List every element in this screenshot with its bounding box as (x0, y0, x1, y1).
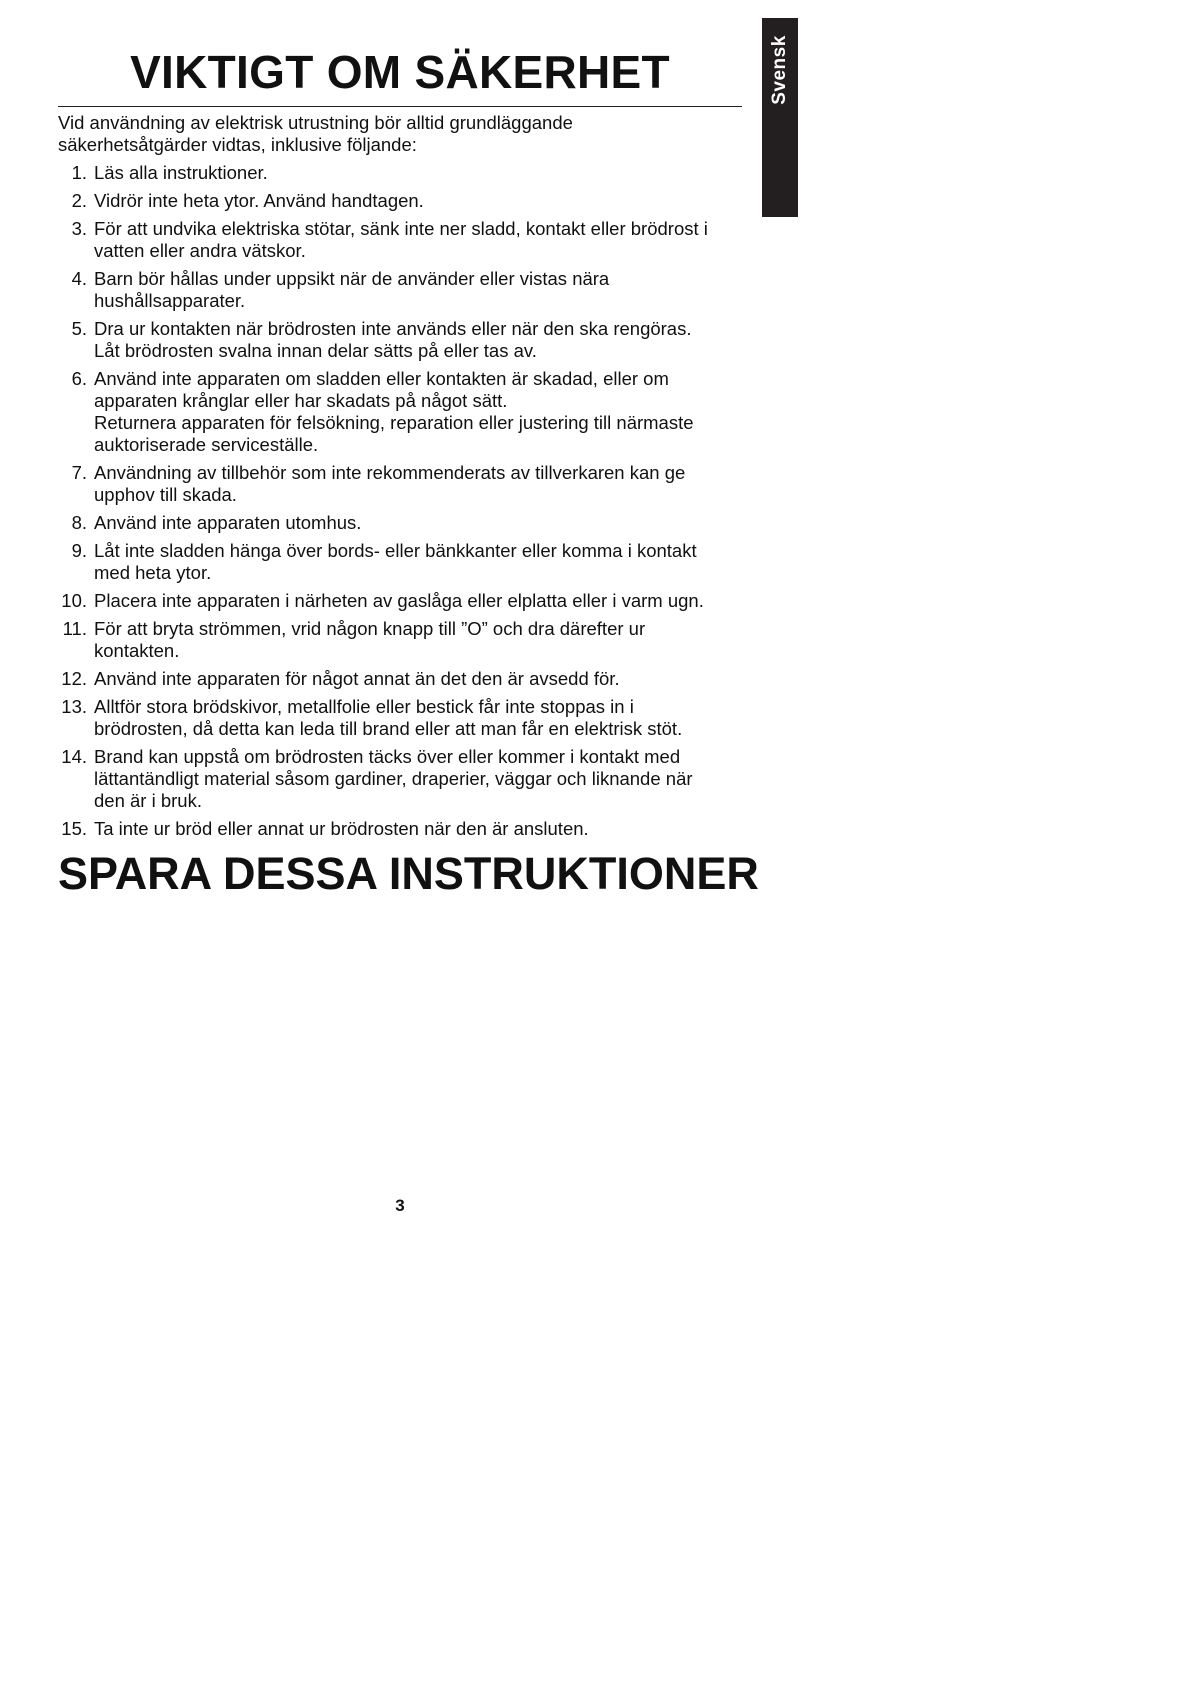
list-item (58, 318, 742, 362)
list-item-text: kontakten. (94, 640, 180, 661)
list-item-text: Returnera apparaten för felsökning, reparation eller justering till närmaste (94, 412, 694, 433)
list-item-text: vatten eller andra vätskor. (94, 240, 306, 261)
list-item-text: Använd inte apparaten utomhus. (94, 512, 362, 533)
list-item (58, 368, 742, 456)
list-item-number: 7. (71, 462, 87, 483)
list-item-text: Brand kan uppstå om brödrosten täcks över eller kommer i kontakt med (94, 746, 681, 767)
list-item (58, 668, 742, 690)
save-instructions-heading: SPARA DESSA INSTRUKTIONER (58, 848, 759, 899)
list-item-number: 4. (71, 268, 87, 289)
list-item (58, 618, 742, 662)
intro-line: säkerhetsåtgärder vidtas, inklusive följande: (58, 134, 417, 155)
list-item-text: hushållsapparater. (94, 290, 246, 311)
list-item-text: Placera inte apparaten i närheten av gaslåga eller elplatta eller i varm ugn. (94, 590, 704, 611)
list-item-text: För att undvika elektriska stötar, sänk inte ner sladd, kontakt eller brödrost i (94, 218, 708, 239)
list-item-number: 6. (71, 368, 87, 389)
list-item-number: 14. (61, 746, 87, 767)
title-divider (58, 106, 742, 107)
list-item-text: Vidrör inte heta ytor. Använd handtagen. (94, 190, 424, 211)
list-item-text: Låt inte sladden hänga över bords- eller bänkkanter eller komma i kontakt (94, 540, 697, 561)
list-item-number: 13. (61, 696, 87, 717)
list-item-number: 8. (71, 512, 87, 533)
list-item (58, 818, 742, 840)
safety-section (58, 40, 759, 902)
list-item-text: upphov till skada. (94, 484, 237, 505)
list-item-text: Dra ur kontakten när brödrosten inte används eller när den ska rengöras. (94, 318, 692, 339)
list-item-text: apparaten krånglar eller har skadats på något sätt. (94, 390, 508, 411)
list-item-number: 9. (71, 540, 87, 561)
list-item-number: 10. (61, 590, 87, 611)
list-item-text: Läs alla instruktioner. (94, 162, 268, 183)
list-item-text: brödrosten, då detta kan leda till brand eller att man får en elektrisk stöt. (94, 718, 683, 739)
list-item-number: 2. (71, 190, 87, 211)
list-item (58, 218, 742, 262)
intro-line: Vid användning av elektrisk utrustning bör alltid grundläggande (58, 112, 573, 133)
list-item-text: Barn bör hållas under uppsikt när de använder eller vistas nära (94, 268, 610, 289)
page-title: VIKTIGT OM SÄKERHET (130, 46, 670, 98)
list-item (58, 512, 742, 534)
list-item-number: 3. (71, 218, 87, 239)
list-item-number: 5. (71, 318, 87, 339)
list-item-number: 12. (61, 668, 87, 689)
list-item-text: För att bryta strömmen, vrid någon knapp till ”O” och dra därefter ur (94, 618, 646, 639)
list-item-number: 1. (71, 162, 87, 183)
list-item (58, 540, 742, 584)
list-item (58, 190, 742, 212)
list-item-text: den är i bruk. (94, 790, 202, 811)
list-item (58, 462, 742, 506)
list-item (58, 162, 742, 184)
list-item (58, 590, 742, 612)
list-item-text: Låt brödrosten svalna innan delar sätts på eller tas av. (94, 340, 537, 361)
list-item-text: auktoriserade serviceställe. (94, 434, 319, 455)
list-item-text: Alltför stora brödskivor, metallfolie eller bestick får inte stoppas in i (94, 696, 634, 717)
list-item (58, 268, 742, 312)
instruction-list (58, 162, 742, 840)
intro-text (58, 112, 742, 156)
list-item (58, 696, 742, 740)
list-item-number: 15. (61, 818, 87, 839)
list-item-text: Använd inte apparaten för något annat än det den är avsedd för. (94, 668, 620, 689)
list-item-text: Användning av tillbehör som inte rekommenderats av tillverkaren kan ge (94, 462, 686, 483)
language-tab (762, 18, 798, 217)
list-item (58, 746, 742, 812)
list-item-text: med heta ytor. (94, 562, 212, 583)
list-item-number: 11. (62, 618, 87, 639)
list-item-text: Ta inte ur bröd eller annat ur brödrosten när den är ansluten. (94, 818, 589, 839)
list-item-text: lättantändligt material såsom gardiner, draperier, väggar och liknande när (94, 768, 693, 789)
page-number: 3 (395, 1196, 405, 1215)
list-item-text: Använd inte apparaten om sladden eller kontakten är skadad, eller om (94, 368, 669, 389)
language-tab-label: Svensk (769, 35, 790, 105)
